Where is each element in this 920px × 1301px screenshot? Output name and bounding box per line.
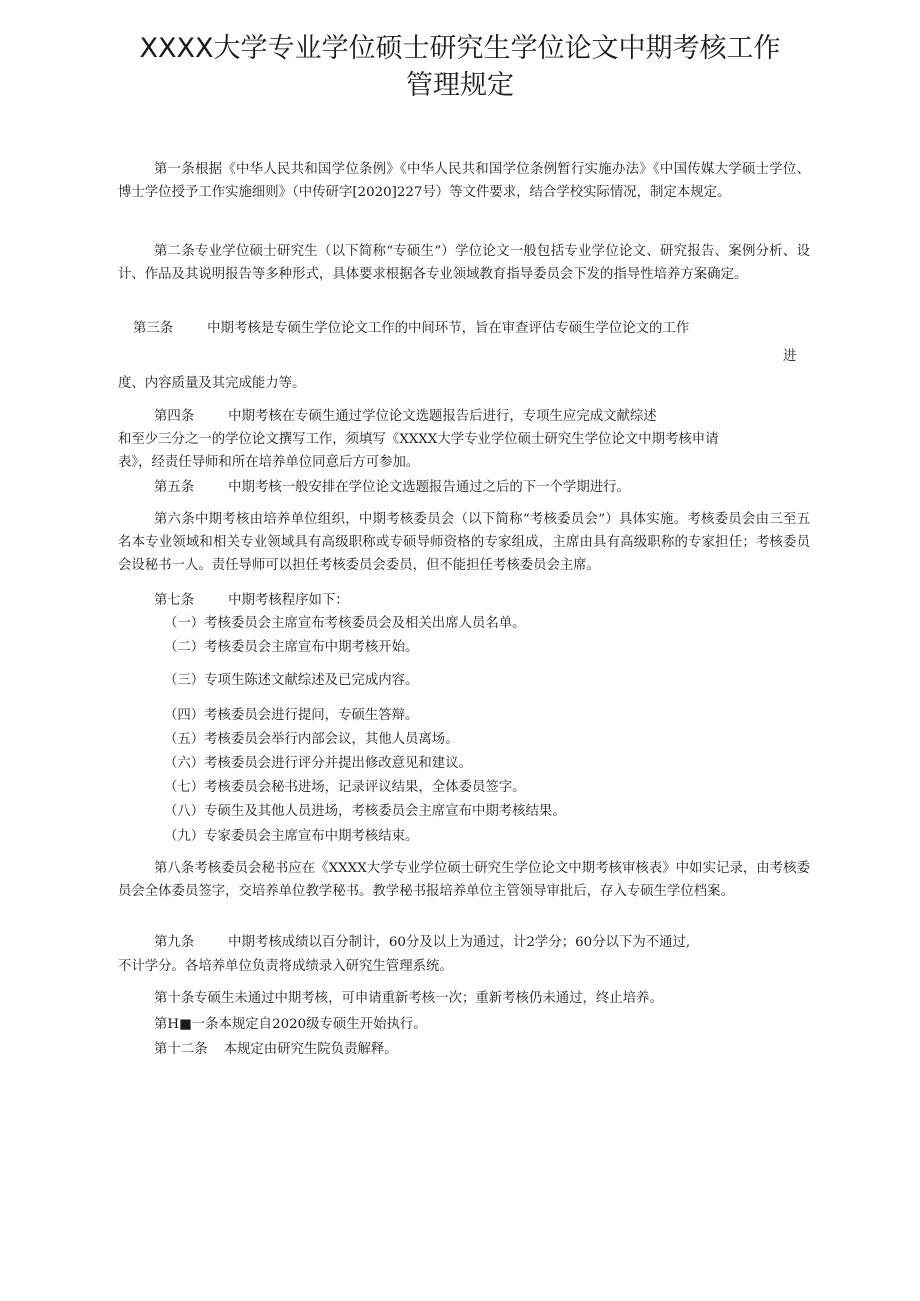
procedure-item-1: （一）考核委员会主席宣布考核委员会及相关出席人员名单。	[164, 616, 526, 631]
procedure-item-4: （四）考核委员会进行提问，专硕生答辩。	[164, 708, 419, 723]
article-4-text: 中期考核在专硕生通过学位论文选题报告后进行，专项生应完成文献综述	[228, 409, 657, 424]
article-3	[133, 317, 689, 340]
article-4-line-2: 和至少三分之一的学位论文撰写工作，须填写《XXXX大学专业学位硕士研究生学位论文中期考核申请	[118, 432, 719, 447]
article-5	[154, 476, 630, 499]
procedure-item-2: （二）考核委员会主席宣布中期考核开始。	[164, 640, 419, 655]
article-3-label: 第三条	[133, 321, 174, 336]
article-3-text: 中期考核是专硕生学位论文工作的中间环节，旨在审查评估专硕生学位论文的工作	[207, 321, 690, 336]
title-line-2: 管理规定	[406, 70, 514, 101]
title-line-1: XXXX大学专业学位硕士研究生学位论文中期考核工作	[139, 33, 781, 64]
article-10: 第十条专硕生未通过中期考核，可申请重新考核一次；重新考核仍未通过，终止培养。	[154, 991, 663, 1006]
article-4-line-3: 表》，经责任导师和所在培养单位同意后方可参加。	[118, 455, 420, 470]
article-7-text: 中期考核程序如下：	[228, 593, 349, 608]
article-5-text: 中期考核一般安排在学位论文选题报告通过之后的下一个学期进行。	[228, 480, 630, 495]
document-title	[100, 30, 820, 104]
article-9-line-2: 不计学分。各培养单位负责将成绩录入研究生管理系统。	[118, 959, 453, 974]
article-4	[154, 405, 657, 428]
article-8: 第八条考核委员会秘书应在《XXXX大学专业学位硕士研究生学位论文中期考核审核表》中如实记录，由考核委员会全体委员签字，交培养单位教学秘书。教学秘书报培养单位主管领导审批后，存入专硕生学位档案。	[118, 861, 810, 899]
procedure-item-8: （八）专硕生及其他人员进场，考核委员会主席宣布中期考核结果。	[164, 804, 566, 819]
article-5-label: 第五条	[154, 480, 195, 495]
article-11: 第H■一条本规定自2020级专硕生开始执行。	[154, 1017, 427, 1032]
article-3-jin: 进	[783, 349, 797, 364]
article-9-label: 第九条	[154, 935, 195, 950]
article-12-text: 本规定由研究生院负责解释。	[223, 1042, 398, 1057]
procedure-item-9: （九）专家委员会主席宣布中期考核结束。	[164, 829, 419, 844]
article-9	[154, 931, 690, 954]
procedure-item-5: （五）考核委员会举行内部会议，其他人员离场。	[164, 732, 459, 747]
article-1: 第一条根据《中华人民共和国学位条例》《中华人民共和国学位条例暂行实施办法》《中国传媒大学硕士学位、博士学位授予工作实施细则》（中传研字[2020]227号）等文件要求，结合学校实际情况，制定本规定。	[118, 162, 810, 200]
article-3-tail: 度、内容质量及其完成能力等。	[118, 376, 306, 391]
procedure-item-3: （三）专项生陈述文献综述及已完成内容。	[164, 673, 419, 688]
article-12	[154, 1038, 398, 1061]
article-4-label: 第四条	[154, 409, 195, 424]
article-7	[154, 589, 349, 612]
article-7-label: 第七条	[154, 593, 195, 608]
article-2: 第二条专业学位硕士研究生（以下简称“专硕生”）学位论文一般包括专业学位论文、研究报告、案例分析、设计、作品及其说明报告等多种形式，具体要求根据各专业领域教育指导委员会下发的指导性培养方案确定。	[118, 244, 810, 282]
article-9-text: 中期考核成绩以百分制计，60分及以上为通过，计2学分；60分以下为不通过,	[228, 935, 691, 950]
article-12-label: 第十二条	[154, 1042, 208, 1057]
procedure-item-6: （六）考核委员会进行评分并提出修改意见和建议。	[164, 756, 472, 771]
procedure-item-7: （七）考核委员会秘书进场，记录评议结果，全体委员签字。	[164, 780, 526, 795]
article-6: 第六条中期考核由培养单位组织，中期考核委员会（以下简称“考核委员会”）具体实施。考核委员会由三至五名本专业领域和相关专业领域具有高级职称或专硕导师资格的专家组成，主席由具有高级职称的专家担任；考核委员会设秘书一人。责任导师可以担任考核委员会委员，但不能担任考核委员会主席。	[118, 512, 810, 573]
